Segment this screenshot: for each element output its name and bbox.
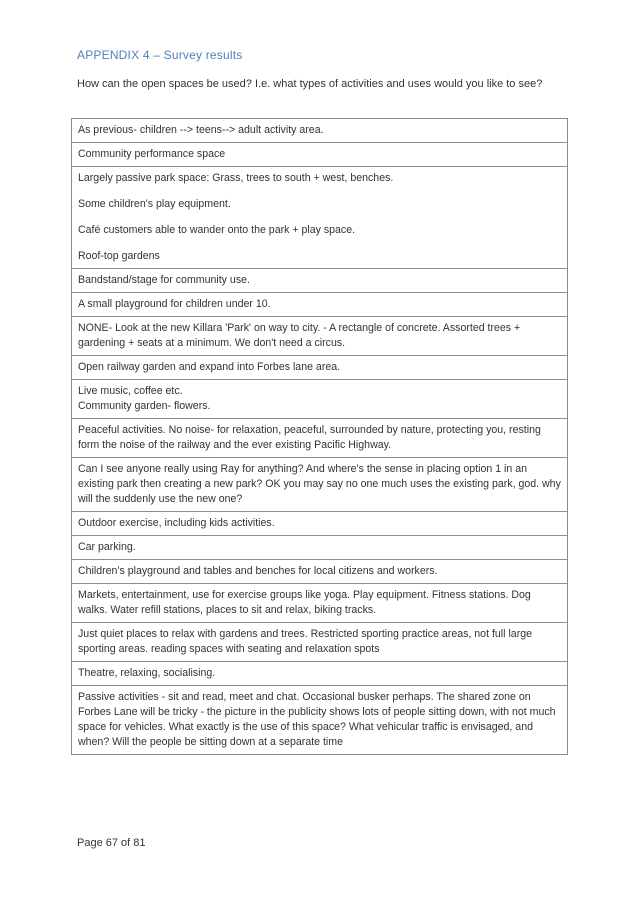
- response-cell: [72, 380, 568, 419]
- response-text: Car parking.: [78, 541, 136, 553]
- response-cell: [72, 356, 568, 380]
- response-cell: [72, 686, 568, 755]
- responses-table: [71, 118, 568, 755]
- table-row: [72, 560, 568, 584]
- table-row: [72, 419, 568, 458]
- response-cell: [72, 317, 568, 356]
- response-text: Theatre, relaxing, socialising.: [78, 667, 216, 679]
- table-row: [72, 167, 568, 269]
- response-cell: [72, 419, 568, 458]
- response-text: Bandstand/stage for community use.: [78, 274, 250, 286]
- response-text: Children's playground and tables and benches for local citizens and workers.: [78, 565, 438, 577]
- response-text: Largely passive park space: Grass, trees to south + west, benches.: [78, 172, 394, 184]
- table-row: [72, 662, 568, 686]
- table-row: [72, 512, 568, 536]
- table-row: [72, 536, 568, 560]
- response-text: A small playground for children under 10.: [78, 298, 271, 310]
- survey-question: How can the open spaces be used? I.e. what types of activities and uses would you like to see?: [77, 78, 543, 90]
- responses-table-body: [72, 119, 568, 755]
- response-text: Some children's play equipment.: [78, 198, 231, 210]
- response-text: Open railway garden and expand into Forbes lane area.: [78, 361, 341, 373]
- response-text: Live music, coffee etc.: [78, 385, 183, 397]
- response-text: Outdoor exercise, including kids activities.: [78, 517, 275, 529]
- response-text: Peaceful activities. No noise- for relaxation, peaceful, surrounded by nature, protecting you, resting form the noise of the railway and the ever existing Pacific Highway.: [78, 424, 541, 451]
- response-text: Passive activities - sit and read, meet and chat. Occasional busker perhaps. The shared zone on Forbes Lane will be tricky - the picture in the publicity shows lots of people sitting down, with not much space for vehicles. What exactly is the use of this space? What vehicular traffic is envisaged, and when? Will the people be sitting down at a separate time: [78, 691, 556, 748]
- table-row: [72, 458, 568, 512]
- response-cell: [72, 512, 568, 536]
- response-text: Can I see anyone really using Ray for anything? And where's the sense in placing option 1 in an existing park then creating a new park? OK you may say no one much uses the existing park, god. why will the suddenly use the new one?: [78, 463, 561, 505]
- table-row: [72, 584, 568, 623]
- response-cell: [72, 167, 568, 269]
- response-text: Community garden- flowers.: [78, 400, 211, 412]
- response-cell: [72, 584, 568, 623]
- response-cell: [72, 293, 568, 317]
- table-row: [72, 317, 568, 356]
- response-cell: [72, 623, 568, 662]
- response-cell: [72, 662, 568, 686]
- page-number: Page 67 of 81: [77, 837, 146, 849]
- response-text: Community performance space: [78, 148, 226, 160]
- table-row: [72, 356, 568, 380]
- table-row: [72, 293, 568, 317]
- response-text: Café customers able to wander onto the park + play space.: [78, 224, 356, 236]
- appendix-heading: APPENDIX 4 – Survey results: [77, 48, 243, 62]
- response-cell: [72, 560, 568, 584]
- table-row: [72, 380, 568, 419]
- response-text: Markets, entertainment, use for exercise groups like yoga. Play equipment. Fitness stations. Dog walks. Water refill stations, places to sit and relax, biking tracks.: [78, 589, 531, 616]
- response-cell: [72, 458, 568, 512]
- response-cell: [72, 143, 568, 167]
- table-row: [72, 119, 568, 143]
- response-text: NONE- Look at the new Killara 'Park' on way to city. - A rectangle of concrete. Assorted trees + gardening + seats at a minimum. We don't need a circus.: [78, 322, 521, 349]
- response-text: As previous- children --> teens--> adult activity area.: [78, 124, 324, 136]
- response-text: Just quiet places to relax with gardens and trees. Restricted sporting practice areas, not full large sporting areas. reading spaces with seating and relaxation spots: [78, 628, 533, 655]
- response-cell: [72, 536, 568, 560]
- table-row: [72, 686, 568, 755]
- response-text: Roof-top gardens: [78, 250, 160, 262]
- table-row: [72, 143, 568, 167]
- table-row: [72, 269, 568, 293]
- table-row: [72, 623, 568, 662]
- response-cell: [72, 119, 568, 143]
- response-cell: [72, 269, 568, 293]
